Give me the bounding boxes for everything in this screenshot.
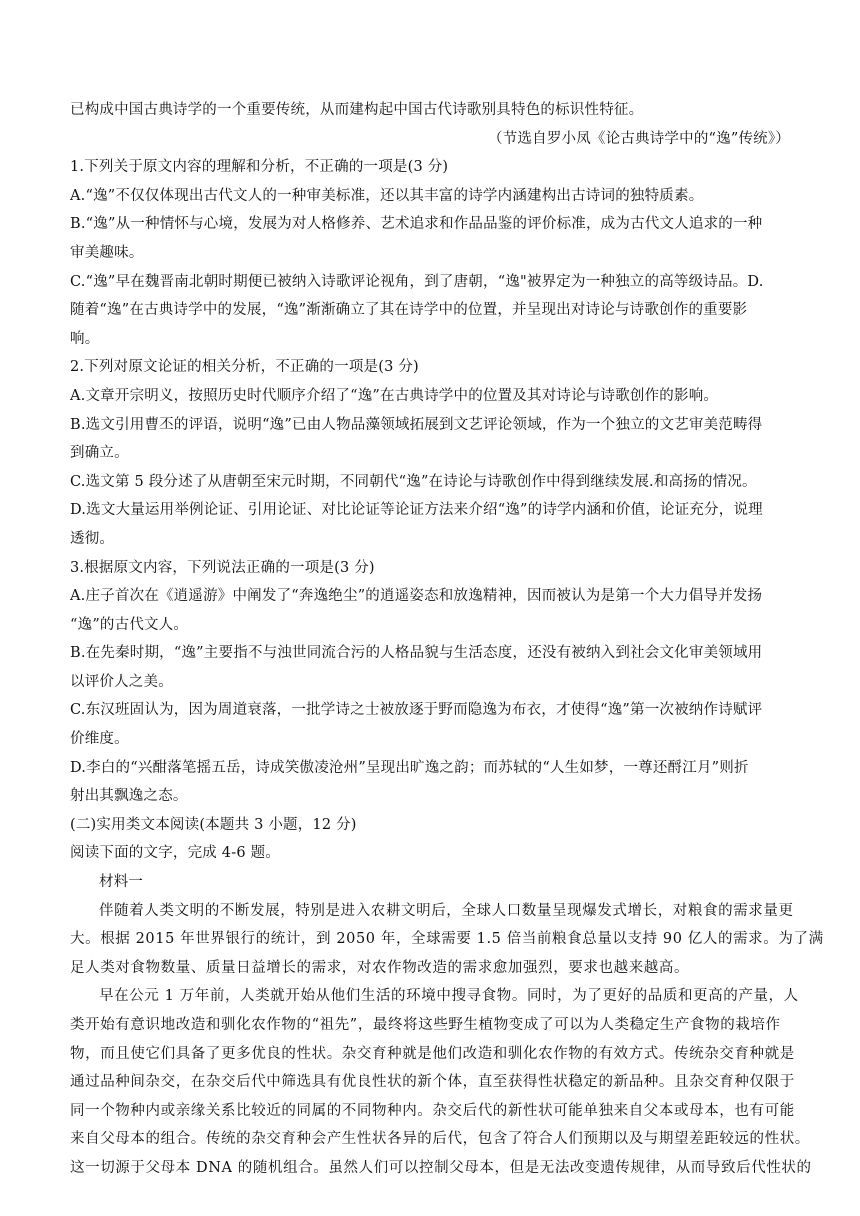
question-1-option-c: C.“逸”早在魏晋南北朝时期便已被纳入诗歌评论视角，到了唐朝，“逸"被界定为一种独立的高等级诗品。D. [70,273,764,290]
material-para1-line: 伴随着人类文明的不断发展，特别是进入农耕文明后，全球人口数量呈现爆发式增长，对粮食的需求量更 [99,902,794,919]
question-2-option-b-cont: 到确立。 [70,445,129,462]
question-3-option-d-cont: 射出其飘逸之态。 [70,788,188,805]
passage-source: （节选自罗小凤《论古典诗学中的“逸”传统》） [488,130,790,147]
question-3-option-d: D.李白的“兴酣落笔摇五岳，诗成笑傲凌沧州”呈现出旷逸之韵；而苏轼的“人生如梦，一尊还酹江月”则折 [70,759,749,776]
question-3-option-b: B.在先秦时期，“逸”主要指不与浊世同流合污的人格品貌与生活态度，还没有被纳入到社会文化审美领域用 [70,645,763,662]
passage-closing-line: 已构成中国古典诗学的一个重要传统，从而建构起中国古代诗歌别具特色的标识性特征。 [70,102,644,118]
material-para1-line: 足人类对食物数量、质量日益增长的需求，对农作物改造的需求愈加强烈，要求也越来越高。 [70,959,690,976]
question-1-stem: 1.下列关于原文内容的理解和分析，不正确的一项是(3 分) [70,159,449,176]
question-3-option-c: C.东汉班固认为，因为周道衰落，一批学诗之士被放逐于野而隐逸为布衣，才使得“逸”第一次被纳作诗赋评 [70,702,763,719]
material-para2-line: 同一个物种内或亲缘关系比较近的同属的不同物种内。杂交后代的新性状可能单独来自父本或母本，也有可能 [70,1102,795,1119]
material-para2-line: 早在公元 1 万年前，人类就开始从他们生活的环境中搜寻食物。同时，为了更好的品质和更高的产量，人 [99,988,799,1005]
question-2-option-a: A.文章开宗明义，按照历史时代顺序介绍了“逸”在古典诗学中的位置及其对诗论与诗歌创作的影响。 [70,387,719,404]
question-1-option-b-cont: 审美趣味。 [70,244,144,261]
question-1-option-a: A.“逸”不仅仅体现出古代文人的一种审美标准，还以其丰富的诗学内涵建构出古诗词的独特质素。 [70,187,704,204]
material-para2-line: 物，而且使它们具备了更多优良的性状。杂交育种就是他们改造和驯化农作物的有效方式。传统杂交育种就是 [70,1045,795,1062]
question-2-option-c: C.选文第 5 段分述了从唐朝至宋元时期，不同朝代“逸”在诗论与诗歌创作中得到继续发展.和高扬的情况。 [70,473,757,490]
question-1-option-d: 随着“逸”在古典诗学中的发展，“逸”渐渐确立了其在诗学中的位置，并呈现出对诗论与诗歌创作的重要影 [70,302,748,319]
question-2-option-b: B.选文引用曹丕的评语，说明“逸”已由人物品藻领域拓展到文艺评论领域，作为一个独立的文艺审美范畴得 [70,416,763,433]
material-para2-line: 这一切源于父母本 DNA 的随机组合。虽然人们可以控制父母本，但是无法改变遗传规律，从而导致后代性状的 [70,1159,812,1176]
question-3-option-b-cont: 以评价人之美。 [70,673,173,690]
material-para2-line: 通过品种间杂交，在杂交后代中筛选具有优良性状的新个体，直至获得性状稳定的新品种。且杂交育种仅限于 [70,1074,795,1091]
question-3-option-a: A.庄子首次在《逍遥游》中阐发了“奔逸绝尘”的逍遥姿态和放逸精神，因而被认为是第一个大力倡导并发扬 [70,588,763,605]
question-2-stem: 2.下列对原文论证的相关分析，不正确的一项是(3 分) [70,359,419,376]
material-title: 材料一 [99,874,144,891]
material-para1-line: 大。根据 2015 年世界银行的统计，到 2050 年，全球需要 1.5 倍当前粮食总量以支持 90 亿人的需求。为了满 [70,931,824,948]
question-1-option-d-cont: 响。 [70,330,100,347]
question-3-option-c-cont: 价维度。 [70,731,129,748]
material-para2-line: 类开始有意识地改造和驯化农作物的“祖先”，最终将这些野生植物变成了可以为人类稳定生产食物的栽培作 [70,1017,781,1033]
question-3-option-a-cont: “逸”的古代文人。 [70,616,189,633]
question-2-option-d-cont: 透彻。 [70,530,115,547]
section-heading: (二)实用类文本阅读(本题共 3 小题，12 分) [70,816,357,833]
section-instruction: 阅读下面的文字，完成 4-6 题。 [70,845,280,862]
question-3-stem: 3.根据原文内容，下列说法正确的一项是(3 分) [70,559,375,576]
question-1-option-b: B.“逸”从一种情怀与心境，发展为对人格修养、艺术追求和作品品鉴的评价标准，成为古代文人追求的一种 [70,216,763,233]
question-2-option-d: D.选文大量运用举例论证、引用论证、对比论证等论证方法来介绍“逸”的诗学内涵和价值，论证充分，说理 [70,502,763,519]
material-para2-line: 来自父母本的组合。传统的杂交育种会产生性状各异的后代，包含了符合人们预期以及与期望差距较远的性状。 [70,1131,810,1148]
